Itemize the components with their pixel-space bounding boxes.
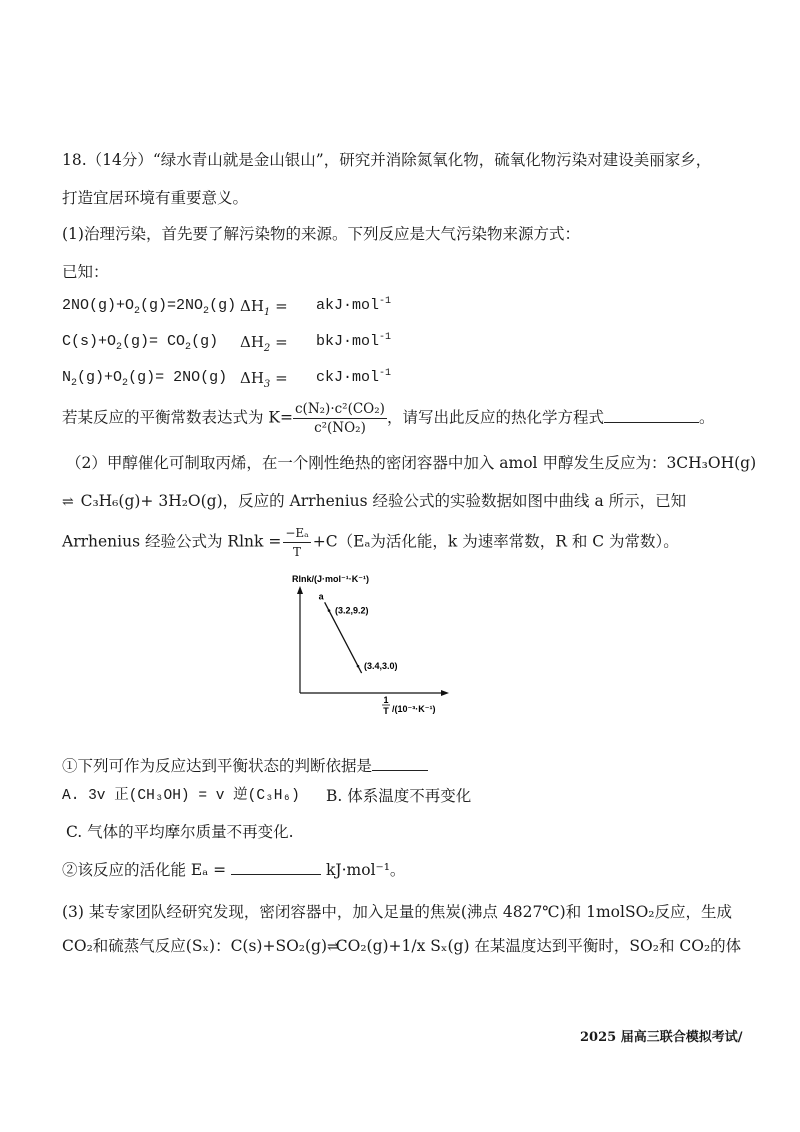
- equilibrium-arrow-icon: ⇌: [62, 494, 71, 510]
- series-a-label: a: [318, 591, 324, 602]
- equilibrium-arrow-icon: ⇌: [327, 939, 336, 955]
- equilibrium-constant-line: 若某反应的平衡常数表达式为 K= $\frac{\text{c(N₂)·c²(CO₂)}}{\text{c²(NO₂)}}$ ，请写出此反应的热化学方程式 。: [62, 401, 715, 436]
- eq2-reaction: $C(s)+O_2(g)= CO_2(g)$: [62, 333, 219, 353]
- data-point: [357, 665, 360, 668]
- y-axis-arrow-icon: [297, 586, 303, 594]
- option-a: A. 3v 正(CH₃OH) = v 逆(C₃H₆): [62, 788, 300, 804]
- part3-text-line1: (3) 某专家团队经研究发现，密闭容器中，加入足量的焦炭(沸点 4827℃)和 1molSO₂反应，生成: [62, 903, 733, 921]
- q18-intro-line1: 18.（14分）“绿水青山就是金山银山”，研究并消除氮氧化物，硫氧化物污染对建设美丽家乡，: [62, 151, 712, 169]
- eq3-enthalpy: $\Delta H_3$ =: [240, 369, 288, 390]
- eq2-enthalpy: $\Delta H_2$ =: [240, 333, 288, 354]
- answer-blank-activation-energy[interactable]: [231, 860, 321, 875]
- svg-text:T: T: [383, 706, 389, 716]
- arrhenius-chart: [270, 570, 470, 730]
- subquestion-1: ①下列可作为反应达到平衡状态的判断依据是: [62, 756, 428, 776]
- answer-blank-1[interactable]: [372, 756, 428, 771]
- eq1-reaction: $2NO(g)+O_2(g)=2NO_2(g)$: [62, 297, 237, 317]
- part3-text-line2: CO₂和硫蒸气反应(Sₓ)：C(s)+SO₂(g)⇌CO₂(g)+1/x Sₓ(g) 在某温度达到平衡时，SO₂和 CO₂的体: [62, 937, 742, 955]
- option-c: C. 气体的平均摩尔质量不再变化.: [66, 823, 294, 841]
- x-axis-label: [382, 695, 436, 716]
- eq3-value: ckJ·mol$^{-1}$: [316, 368, 392, 386]
- eq1-value: akJ·mol$^{-1}$: [316, 296, 392, 314]
- svg-text:/(10⁻³·K⁻¹): /(10⁻³·K⁻¹): [392, 704, 436, 714]
- svg-text:1: 1: [383, 695, 389, 705]
- part2-text-line2: ⇌ C₃H₆(g)+ 3H₂O(g)，反应的 Arrhenius 经验公式的实验数据如图中曲线 a 所示，已知: [62, 492, 687, 510]
- y-axis-label: Rlnk/(J·mol⁻¹·K⁻¹): [292, 574, 369, 584]
- data-point-label: (3.4,3.0): [364, 661, 398, 672]
- data-point: [328, 609, 331, 612]
- known-label: 已知：: [62, 263, 109, 281]
- answer-blank-thermo-equation[interactable]: [604, 408, 699, 423]
- q18-intro-line2: 打造宜居环境有重要意义。: [62, 189, 249, 207]
- eq1-enthalpy: $\Delta H_1$ =: [240, 297, 288, 318]
- option-b: B. 体系温度不再变化: [326, 787, 472, 805]
- eq3-reaction: $N_2(g)+O_2(g)= 2NO(g)$: [62, 369, 228, 389]
- part2-text-line1: （2）甲醇催化可制取丙烯，在一个刚性绝热的密闭容器中加入 amol 甲醇发生反应为：3CH₃OH(g): [66, 454, 757, 472]
- data-point-label: (3.2,9.2): [335, 605, 369, 616]
- page-footer: 2025 届高三联合模拟考试/: [580, 1030, 743, 1045]
- k-fraction: $\frac{\text{c(N₂)·c²(CO₂)}}{\text{c²(NO₂)}}$: [295, 401, 385, 436]
- part1-text: (1)治理污染，首先要了解污染物的来源。下列反应是大气污染物来源方式：: [62, 225, 580, 243]
- eq2-value: bkJ·mol$^{-1}$: [316, 332, 392, 350]
- arrhenius-formula-line: Arrhenius 经验公式为 Rlnk = $\frac{\text{−Eₐ}}{T}$ +C（Eₐ为活化能，k 为速率常数，R 和 C 为常数）。: [62, 526, 679, 559]
- x-axis-arrow-icon: [441, 690, 449, 696]
- subquestion-2: ②该反应的活化能 Eₐ = kJ·mol⁻¹。: [62, 861, 406, 879]
